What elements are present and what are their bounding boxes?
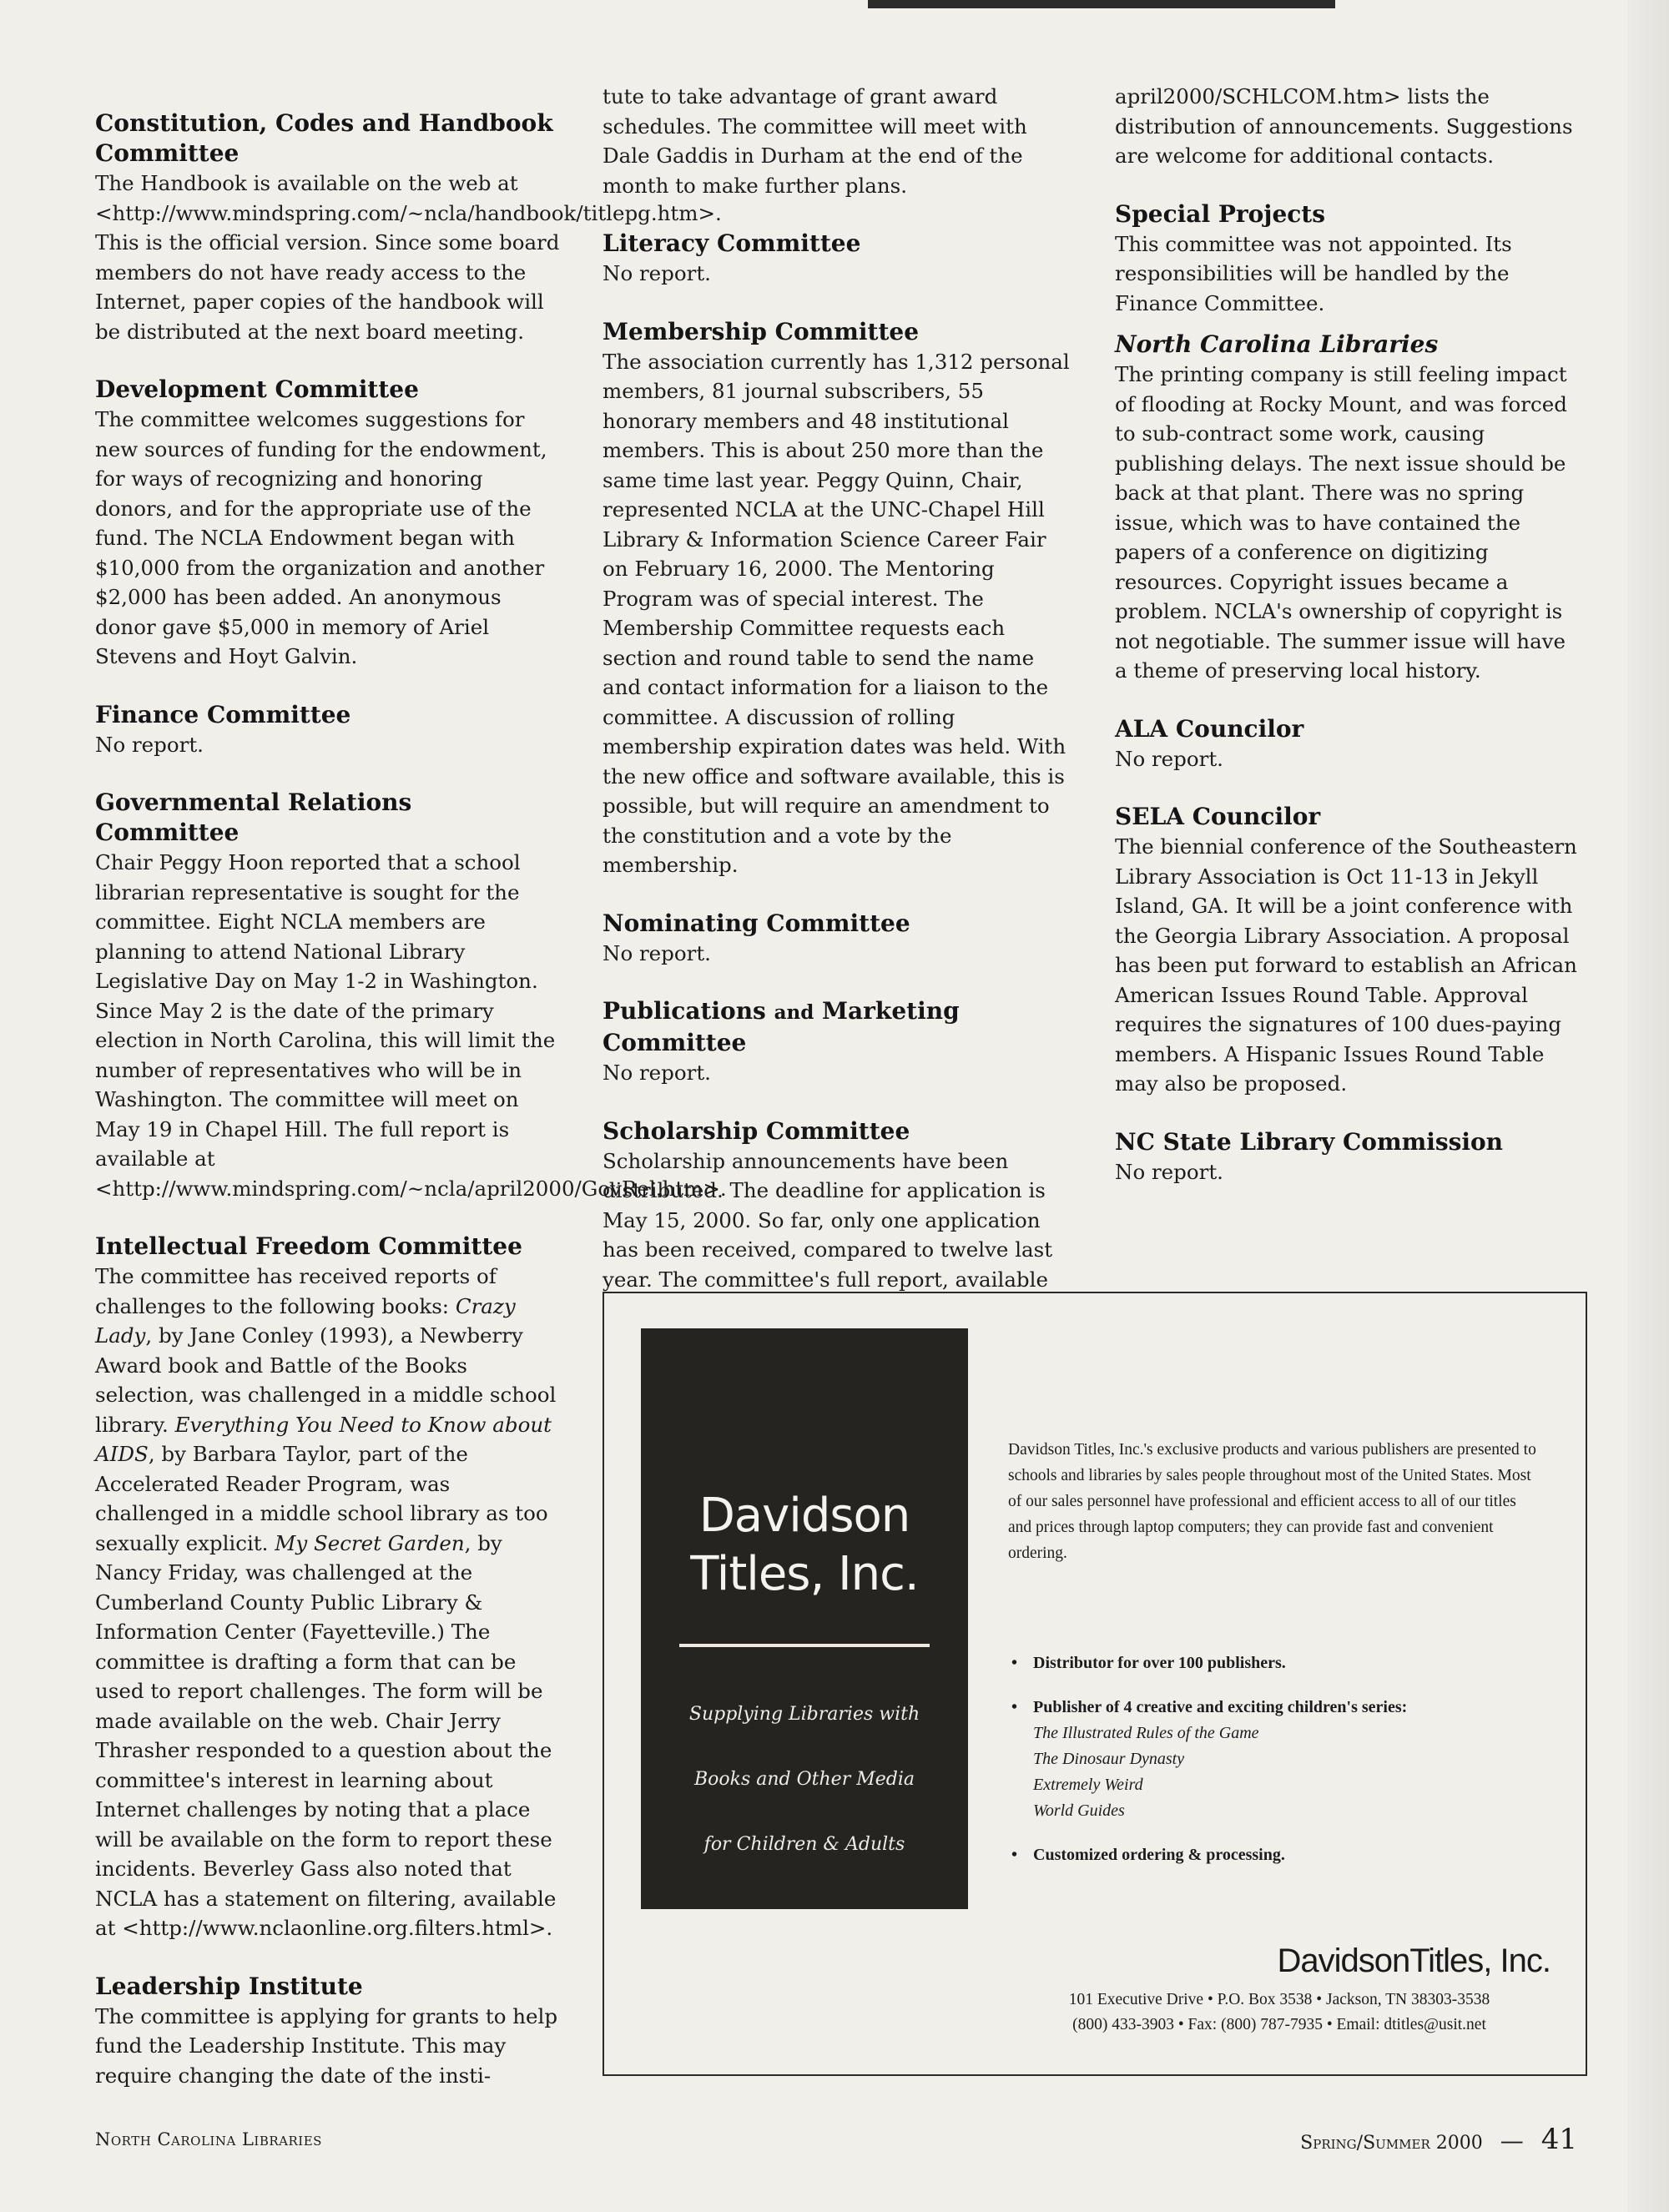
ad-address: 101 Executive Drive • P.O. Box 3538 • Jackson, TN 38303-3538 [1068,1991,1490,2008]
section-finance [95,700,562,760]
ad-tagline: Supplying Libraries with [688,1704,920,1725]
section-nominating [603,909,1070,969]
section-heading: Constitution, Codes and Handbook Committee [95,109,553,167]
ad-phone-email: (800) 433-3903 • Fax: (800) 787-7935 • Email: dtitles@usit.net [1072,2016,1486,2033]
section-body: No report. [1115,1159,1223,1184]
footer-issue: Spring/Summer 2000 — 41 [1300,2123,1577,2156]
section-leadership [95,1972,562,2091]
section-body: This committee was not appointed. Its responsibilities will be handled by the Finance Committee. [1115,231,1512,315]
ad-feature: • Publisher of 4 creative and exciting children's series: The Illustrated Rules of the Game The Dinosaur Dynasty Extremely Weird World Guides [1008,1695,1542,1824]
section-heading: Special Projects [1115,199,1325,228]
ad-tagline: for Children & Adults [703,1834,905,1855]
ad-feature: • Customized ordering & processing. [1008,1842,1542,1868]
section-heading: Scholarship Committee [603,1116,910,1145]
section-body: The association currently has 1,312 personal members, 81 journal subscribers, 55 honorary members and 48 institutional members. This is about 250 more than the same time last year. Peggy Quinn, Chair, represented NCLA at the UNC-Chapel Hill Library & Information Science Career Fair on February 16, 2000. The Mentoring Program was of special interest. The Membership Committee requests each section and round table to send the name and contact information for a liaison to the committee. A discussion of rolling membership expiration dates was held. With the new office and software available, this is possible, but will require an amendment to the constitution and a vote by the membership. [603,349,1070,877]
section-heading: SELA Councilor [1115,803,1321,830]
section-body: Scholarship announcements have been distributed. The deadline for application is May 15, 2000. So far, only one application has been received, compared to twelve last year. The committee's full report, available [603,1148,1053,1292]
column-3 [1115,82,1582,1215]
section-intellectual-freedom [95,1232,562,1943]
section-ala-councilor [1115,714,1582,774]
section-body: Chair Peggy Hoon reported that a school librarian representative is sought for the committee. Eight NCLA members are planning to attend National Library Legislative Day on May 1-2 in Washington. Since May 2 is the date of the primary election in North Carolina, this will limit the number of representatives who will be in Washington. The committee will meet on May 19 in Chapel Hill. The full report is available at <http://www.mindspring.com/~ncla/april2000/GovRel.htm>. [95,850,727,1201]
series-title: The Dinosaur Dynasty [1033,1750,1185,1768]
section-heading: Membership Committee [603,317,920,345]
column-2 [603,82,1070,1353]
section-body: No report. [1115,746,1223,771]
section-body: No report. [603,1061,711,1085]
continued-text: april2000/SCHLCOM.htm> lists the distribution of announcements. Suggestions are welcome for additional contacts. [1115,84,1573,168]
section-publications [603,996,1070,1088]
section-continued [1115,82,1582,171]
column-1 [95,108,727,2119]
series-title: Extremely Weird [1033,1776,1143,1794]
section-heading: North Carolina Libraries [1115,330,1439,358]
davidson-titles-advertisement [603,1292,1587,2076]
bullet-icon: • [1011,1846,1018,1864]
section-heading: Finance Committee [95,700,351,728]
section-body: No report. [95,732,204,757]
section-special-projects [1115,199,1582,319]
page-edge [1627,0,1669,2212]
ad-logo-panel [641,1328,968,1909]
ad-description: Davidson Titles, Inc.'s exclusive products and various publishers are presented to schools and libraries by sales people throughout most of the United States. Most of our sales personnel have professional and efficient access to all of our titles and prices through laptop computers; they can provide fast and convenient ordering. [1008,1441,1536,1562]
section-heading: Leadership Institute [95,1972,363,2000]
section-heading: Publications and Marketing Committee [603,997,960,1056]
section-membership [603,317,1070,880]
section-sela-councilor [1115,802,1582,1099]
ad-tagline: Books and Other Media [694,1769,915,1790]
section-body: The committee is applying for grants to help fund the Leadership Institute. This may require changing the date of the insti- [95,2003,558,2088]
section-heading: Literacy Committee [603,229,861,257]
section-development [95,375,562,672]
ad-feature: • Distributor for over 100 publishers. [1008,1650,1542,1676]
section-body: The committee welcomes suggestions for new sources of funding for the endowment, for ways of recognizing and honoring donors, and for the appropriate use of the fund. The NCLA Endowment began with $10,000 from the organization and another $2,000 has been added. An anonymous donor gave $5,000 in memory of Ariel Stevens and Hoyt Galvin. [95,407,547,668]
section-heading: Nominating Committee [603,909,910,937]
page-number: 41 [1540,2123,1577,2156]
section-body: The biennial conference of the Southeastern Library Association is Oct 11-13 in Jekyll Island, GA. It will be a joint conference with the Georgia Library Association. A proposal has been put forward to establish an African American Issues Round Table. Approval requires the signatures of 100 dues-paying members. A Hispanic Issues Round Table may also be proposed. [1115,834,1577,1096]
ad-divider [679,1644,930,1647]
section-heading: ALA Councilor [1115,714,1304,743]
section-body: The committee has received reports of challenges to the following books: Crazy Lady, by Jane Conley (1993), a Newberry Award book and Battle of the Books selection, was challenged in a middle school library. Everything You Need to Know about AIDS, by Barbara Taylor, part of the Accelerated Reader Program, was challenged in a middle school library as too sexually explicit. My Secret Garden, by Nancy Friday, was challenged at the Cumberland County Public Library & Information Center (Fayetteville.) The committee is drafting a form that can be used to report challenges. The form will be made available on the web. Chair Jerry Thrasher responded to a question about the committee's interest in learning about Internet challenges by noting that a place will be available on the form to report these incidents. Beverley Gass also noted that NCLA has a statement on filtering, available at <http://www.nclaonline.org.filters.html>. [95,1264,557,1940]
footer-season: Spring/Summer 2000 [1300,2133,1483,2154]
book-title: Everything You Need to Know about AIDS [95,1412,552,1466]
bullet-icon: • [1011,1654,1018,1672]
series-title: The Illustrated Rules of the Game [1033,1724,1259,1742]
section-continued [603,82,1070,200]
book-title: My Secret Garden [275,1530,465,1555]
footer-publication-name: North Carolina Libraries [95,2129,322,2149]
section-heading: Development Committee [95,375,419,403]
section-heading: Governmental Relations Committee [95,789,412,846]
continued-text: tute to take advantage of grant award schedules. The committee will meet with Dale Gaddis in Durham at the end of the month to make further plans. [603,84,1027,198]
bullet-icon: • [1011,1698,1018,1716]
ad-feature-list [1008,1650,1542,1887]
section-literacy [603,229,1070,289]
section-heading: NC State Library Commission [1115,1127,1504,1156]
series-title: World Guides [1033,1801,1125,1820]
ad-contact [1008,1988,1551,2038]
section-body: The Handbook is available on the web at <http://www.mindspring.com/~ncla/handbook/titlepg.htm>. This is the official version. Since some board members do not have ready access to the Internet, paper copies of the handbook will be distributed at the next board meeting. [95,171,722,344]
ad-logo: Davidson Titles, Inc. [690,1489,919,1601]
section-heading: Intellectual Freedom Committee [95,1232,522,1260]
section-body: No report. [603,940,711,965]
section-body: The printing company is still feeling impact of flooding at Rocky Mount, and was forced to sub-contract some work, causing publishing delays. The next issue should be back at that plant. There was no spring issue, which was to have contained the papers of a conference on digitizing resources. Copyright issues became a problem. NCLA's ownership of copyright is not negotiable. The summer issue will have a theme of preserving local history. [1115,362,1567,683]
section-nc-state-library [1115,1127,1582,1187]
top-print-bleed [868,0,1335,8]
section-nc-libraries [1115,330,1582,686]
book-title: Crazy Lady [95,1293,516,1348]
section-body: No report. [603,261,711,285]
ad-brand-name: DavidsonTitles, Inc. [1277,1942,1551,1979]
